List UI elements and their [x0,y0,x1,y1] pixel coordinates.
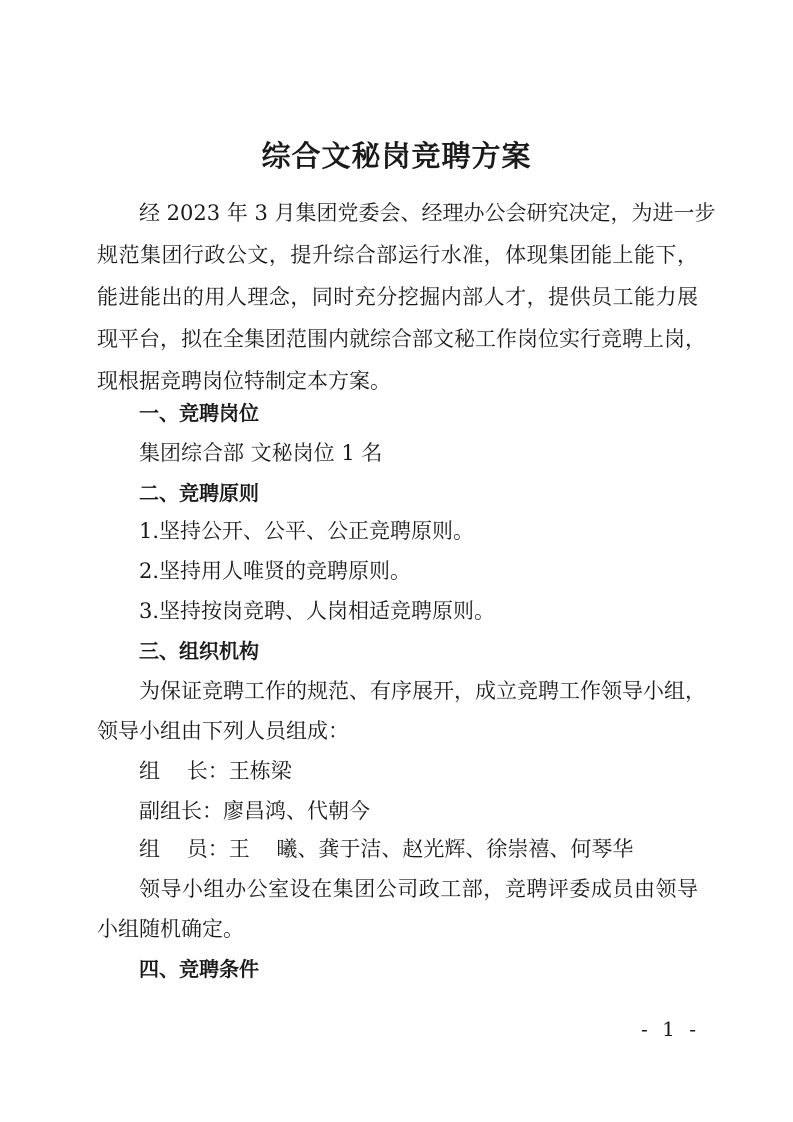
deputy-line: 副组长：廖昌鸿、代朝今 [139,799,370,823]
document-title: 综合文秘岗竞聘方案 [261,139,532,173]
org-para-line-1: 为保证竞聘工作的规范、有序展开，成立竞聘工作领导小组， [139,679,706,703]
intro-line-2: 规范集团行政公文，提升综合部运行水准，体现集团能上能下， [97,243,698,267]
page-number: - 1 - [641,1017,700,1041]
principle-item-3: 3.坚持按岗竞聘、人岗相适竞聘原则。 [139,599,496,623]
section-1-heading: 一、竞聘岗位 [139,401,259,425]
intro-line-3: 能进能出的用人理念，同时充分挖掘内部人才，提供员工能力展 [97,285,698,309]
principle-item-2: 2.坚持用人唯贤的竞聘原则。 [139,559,412,583]
org-para-line-2: 领导小组由下列人员组成： [97,719,349,743]
section-3-heading: 三、组织机构 [139,639,259,663]
intro-line-1: 经 2023 年 3 月集团党委会、经理办公会研究决定，为进一步 [139,201,716,225]
intro-line-4: 现平台，拟在全集团范围内就综合部文秘工作岗位实行竞聘上岗， [97,327,706,351]
principle-item-1: 1.坚持公开、公平、公正竞聘原则。 [139,519,475,543]
office-para-line-1: 领导小组办公室设在集团公司政工部，竞聘评委成员由领导 [139,877,698,901]
section-2-heading: 二、竞聘原则 [139,481,259,505]
section-4-heading: 四、竞聘条件 [139,957,259,981]
office-para-line-2: 小组随机确定。 [97,917,244,941]
members-line: 组 员：王 曦、龚于洁、赵光辉、徐崇禧、何琴华 [139,837,634,861]
leader-line: 组 长：王栋梁 [139,759,292,783]
section-1-text: 集团综合部 文秘岗位 1 名 [139,441,383,465]
intro-line-5: 现根据竞聘岗位特制定本方案。 [97,369,391,393]
